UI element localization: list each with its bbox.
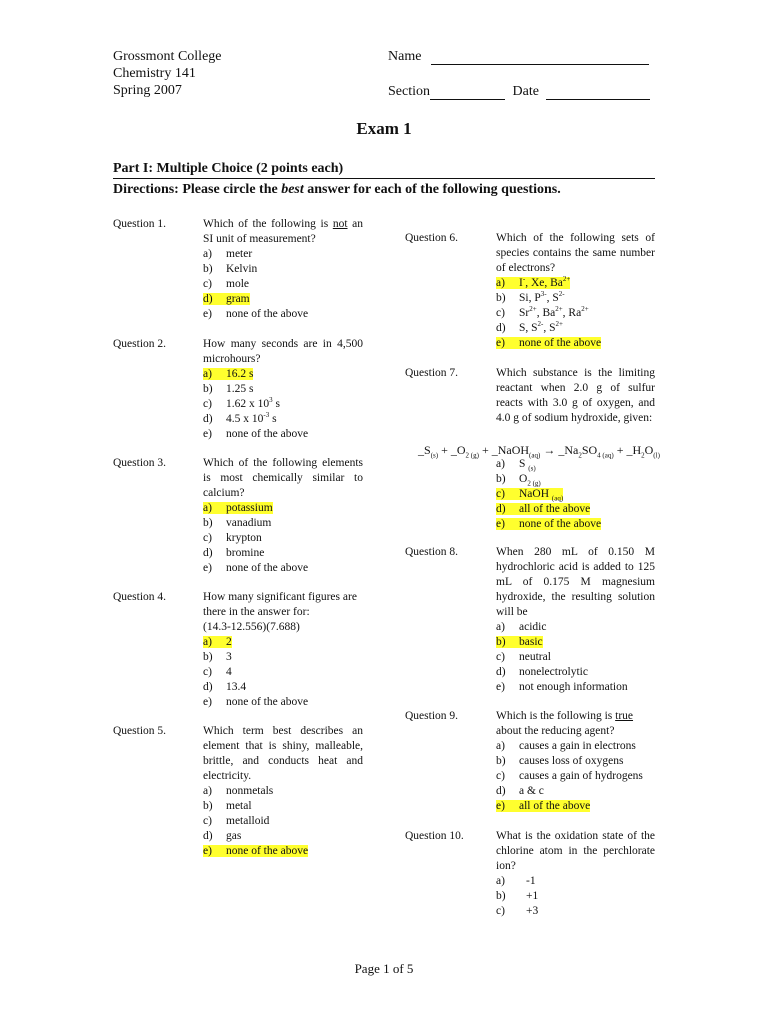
question-10-option-c[interactable]: c) +3	[496, 905, 539, 917]
question-3-option-d[interactable]: d) bromine	[203, 547, 265, 559]
question-7-option-a[interactable]: a) S $_{(s)}$	[496, 458, 536, 473]
question-5-option-b[interactable]: b) metal	[203, 800, 252, 812]
question-1-option-e[interactable]: e) none of the above	[203, 308, 309, 320]
question-8-option-b[interactable]: b) basic	[496, 636, 543, 648]
question-8-stem: When 280 mL of 0.150 M hydrochloric acid is added to 125 mL of 0.175 M magnesium hydroxide, the resulting solution will be a) acidic b) basic c) neutral d) nonelectrolytic e) not enough information	[496, 546, 655, 693]
question-4-option-c[interactable]: c) 4	[203, 666, 232, 678]
name-blank[interactable]	[431, 64, 649, 65]
question-9-option-e[interactable]: e) all of the above	[496, 800, 591, 812]
question-6-option-b[interactable]: b) Si, $P^{3-}$, $S^{2-}$	[496, 290, 565, 304]
question-6-option-e[interactable]: e) none of the above	[496, 337, 602, 349]
section-blank[interactable]	[430, 99, 505, 100]
question-7-options	[496, 457, 601, 532]
question-2-label: Question 2.	[113, 338, 167, 350]
page-footer: Page 1 of 5	[354, 961, 414, 976]
term: Spring 2007	[113, 83, 182, 98]
question-3-option-c[interactable]: c) krypton	[203, 532, 262, 544]
question-1-stem: Which of the following is not an SI unit of measurement? a) meter b) Kelvin c) mole d) gram e) none of the above	[203, 218, 363, 320]
question-7-option-c[interactable]: c) NaOH $_{(aq)}$	[496, 488, 564, 503]
question-10-label: Question 10.	[405, 830, 464, 842]
question-7-option-e[interactable]: e) none of the above	[496, 518, 602, 530]
question-4-option-b[interactable]: b) 3	[203, 651, 232, 663]
question-10-option-a[interactable]: a) -1	[496, 875, 536, 887]
question-4-option-a[interactable]: a) 2	[203, 636, 232, 648]
question-4-option-d[interactable]: d) 13.4	[203, 681, 247, 693]
question-9-option-a[interactable]: a) causes a gain in electrons	[496, 740, 636, 752]
question-3-option-e[interactable]: e) none of the above	[203, 562, 309, 574]
question-4-option-e[interactable]: e) none of the above	[203, 696, 309, 708]
question-1-option-a[interactable]: a) meter	[203, 248, 253, 260]
question-8-option-d[interactable]: d) nonelectrolytic	[496, 666, 588, 678]
question-5-stem: Which term best describes an element that is shiny, malleable, brittle, and conducts heat and electricity. a) nonmetals b) metal c) metalloid d) gas e) none of the above	[203, 725, 363, 857]
question-2-stem: How many seconds are in 4,500 microhours? a) 16.2 s b) 1.25 s c) 1.62 x $10^3$ s d) 4.5 x $10^{-3}$ s e) none of the above	[203, 338, 363, 440]
question-9-option-d[interactable]: d) a & c	[496, 785, 544, 797]
question-1-options	[203, 247, 363, 322]
question-2-option-a[interactable]: a) 16.2 s	[203, 368, 254, 380]
question-4-expression: (14.3-12.556)(7.688)	[203, 621, 300, 633]
question-5-option-e[interactable]: e) none of the above	[203, 845, 309, 857]
question-9-option-c[interactable]: c) causes a gain of hydrogens	[496, 770, 643, 782]
course-name: Chemistry 141	[113, 66, 196, 81]
question-9-option-b[interactable]: b) causes loss of oxygens	[496, 755, 624, 767]
question-6-option-c[interactable]: c) $Sr^{2+}$, $Ba^{2+}$, $Ra^{2+}$	[496, 305, 589, 319]
part-title: Part I: Multiple Choice (2 points each)	[113, 161, 344, 176]
question-2-option-e[interactable]: e) none of the above	[203, 428, 309, 440]
exam-title: Exam 1	[356, 119, 412, 138]
section-label: Section	[388, 84, 430, 99]
question-1-option-b[interactable]: b) Kelvin	[203, 263, 258, 275]
question-8-option-e[interactable]: e) not enough information	[496, 681, 628, 693]
question-1-option-d[interactable]: d) gram	[203, 293, 250, 305]
directions-emphasis: best	[281, 182, 304, 197]
question-5-option-a[interactable]: a) nonmetals	[203, 785, 274, 797]
question-2-option-c[interactable]: c) 1.62 x $10^3$ s	[203, 396, 280, 410]
question-6-option-d[interactable]: d) S, $S^{2-}$, $S^{2+}$	[496, 320, 563, 334]
section-date-row	[388, 83, 650, 100]
question-8-option-a[interactable]: a) acidic	[496, 621, 547, 633]
question-9-stem: Which is the following is true about the reducing agent? a) causes a gain in electrons b) causes loss of oxygens c) causes a gain of hydrogens d) a & c e) all of the above	[496, 709, 655, 814]
question-1-option-c[interactable]: c) mole	[203, 278, 249, 290]
question-10-option-b[interactable]: b) +1	[496, 890, 539, 902]
question-6-option-a[interactable]: a) I-, Xe, $Ba^{2+}$	[496, 275, 571, 289]
question-2-option-d[interactable]: d) 4.5 x $10^{-3}$ s	[203, 411, 277, 425]
question-7-option-d[interactable]: d) all of the above	[496, 503, 591, 515]
question-1-label: Question 1.	[113, 218, 167, 230]
question-2-option-b[interactable]: b) 1.25 s	[203, 383, 254, 395]
question-5-option-d[interactable]: d) gas	[203, 830, 242, 842]
question-6-stem: Which of the following sets of species contains the same number of electrons? a) I-, Xe, $Ba^{2+}$ b) Si, $P^{3-}$, $S^{2-}$ c) $Sr^{2+}$, $Ba^{2+}$, $Ra^{2+}$ d) S, $S^{2-}$, $S^{2+}$ e) none of the above	[496, 232, 655, 349]
question-3-option-a[interactable]: a) potassium	[203, 502, 273, 514]
question-4-label: Question 4.	[113, 591, 167, 603]
question-7-option-b[interactable]: b) $O_{2 (g)}$	[496, 473, 541, 488]
question-8-option-c[interactable]: c) neutral	[496, 651, 551, 663]
question-6-label: Question 6.	[405, 232, 459, 244]
college-name: Grossmont College	[113, 49, 222, 64]
question-4-stem: How many significant figures are there in the answer for: (14.3-12.556)(7.688) a) 2 b) 3 c) 4 d) 13.4 e) none of the above	[203, 590, 363, 710]
name-field-row	[388, 48, 649, 65]
question-5-option-c[interactable]: c) metalloid	[203, 815, 270, 827]
question-5-label: Question 5.	[113, 725, 167, 737]
question-7-stem: Which substance is the limiting reactant when 2.0 g of sulfur reacts with 3.0 g of oxygen, and 4.0 g of sodium hydroxide, given:	[496, 367, 655, 424]
name-label: Name	[388, 49, 422, 64]
question-7-label: Question 7.	[405, 367, 459, 379]
date-label: Date	[512, 84, 539, 99]
question-8-label: Question 8.	[405, 546, 459, 558]
directions: Directions: Please circle the best answer for each of the following questions.	[113, 182, 561, 197]
question-3-label: Question 3.	[113, 457, 167, 469]
question-10-stem: What is the oxidation state of the chlorine atom in the perchlorate ion? a) -1 b) +1 c) +3	[496, 830, 655, 917]
question-3-stem: Which of the following elements is most chemically similar to calcium? a) potassium b) vanadium c) krypton d) bromine e) none of the above	[203, 457, 363, 574]
question-9-label: Question 9.	[405, 710, 459, 722]
date-blank[interactable]	[546, 99, 650, 100]
question-3-option-b[interactable]: b) vanadium	[203, 517, 272, 529]
question-7-equation: $\_S_{(s)}$ + $\_O_{2 (g)}$ + _NaOH$_{(aq)}$ → $\_Na_2SO_{4 (aq)}$ + $\_H_2O_{(l)}$	[418, 443, 660, 460]
course-info	[113, 48, 222, 99]
part-rule	[113, 178, 655, 179]
